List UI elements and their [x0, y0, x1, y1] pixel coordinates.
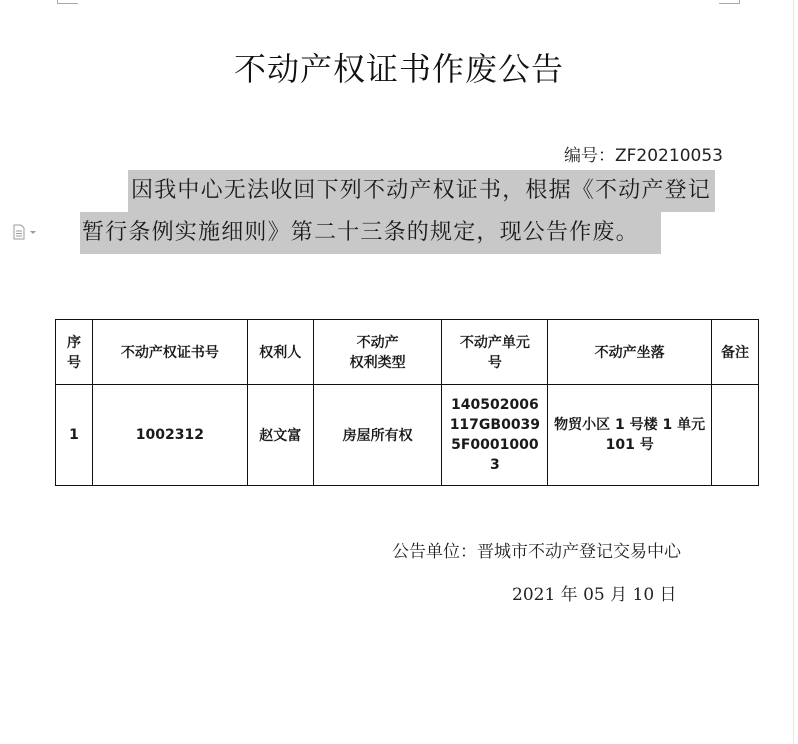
page-edge-line [793, 0, 794, 744]
paragraph-line-2: 暂行条例实施细则》第二十三条的规定，现公告作废。 [80, 212, 661, 254]
cell-right-type: 房屋所有权 [313, 385, 442, 486]
table-header-row [56, 320, 759, 385]
issuer-name: 晋城市不动产登记交易中心 [477, 542, 681, 562]
paragraph-line-1: 因我中心无法收回下列不动产权证书，根据《不动产登记 [128, 170, 715, 212]
issuer-line [392, 537, 681, 562]
document-number-value: ZF20210053 [615, 146, 723, 166]
document-number-label: 编号： [564, 146, 615, 166]
cell-unit-no: 140502006117GB00395F00010003 [442, 385, 548, 486]
cell-owner: 赵文富 [247, 385, 313, 486]
header-seq: 序 号 [56, 320, 93, 385]
header-cert-no: 不动产权证书号 [92, 320, 247, 385]
document-title: 不动产权证书作废公告 [233, 50, 564, 88]
page-corner-mark-right [719, 0, 740, 4]
cell-location: 物贸小区 1 号楼 1 单元 101 号 [548, 385, 712, 486]
cell-seq: 1 [56, 385, 93, 486]
header-right-type: 不动产 权利类型 [313, 320, 442, 385]
issuer-label: 公告单位： [392, 542, 477, 562]
page-corner-mark-left [57, 0, 78, 4]
certificate-table [55, 319, 759, 486]
document-number [564, 141, 734, 166]
announcement-date: 2021 年 05 月 10 日 [512, 585, 677, 605]
cell-remarks [712, 385, 759, 486]
header-owner: 权利人 [247, 320, 313, 385]
table-row [56, 385, 759, 486]
header-unit-no: 不动产单元 号 [442, 320, 548, 385]
header-location: 不动产坐落 [548, 320, 712, 385]
header-remarks: 备注 [712, 320, 759, 385]
document-paragraph-icon[interactable] [12, 224, 38, 240]
cell-cert-no: 1002312 [92, 385, 247, 486]
